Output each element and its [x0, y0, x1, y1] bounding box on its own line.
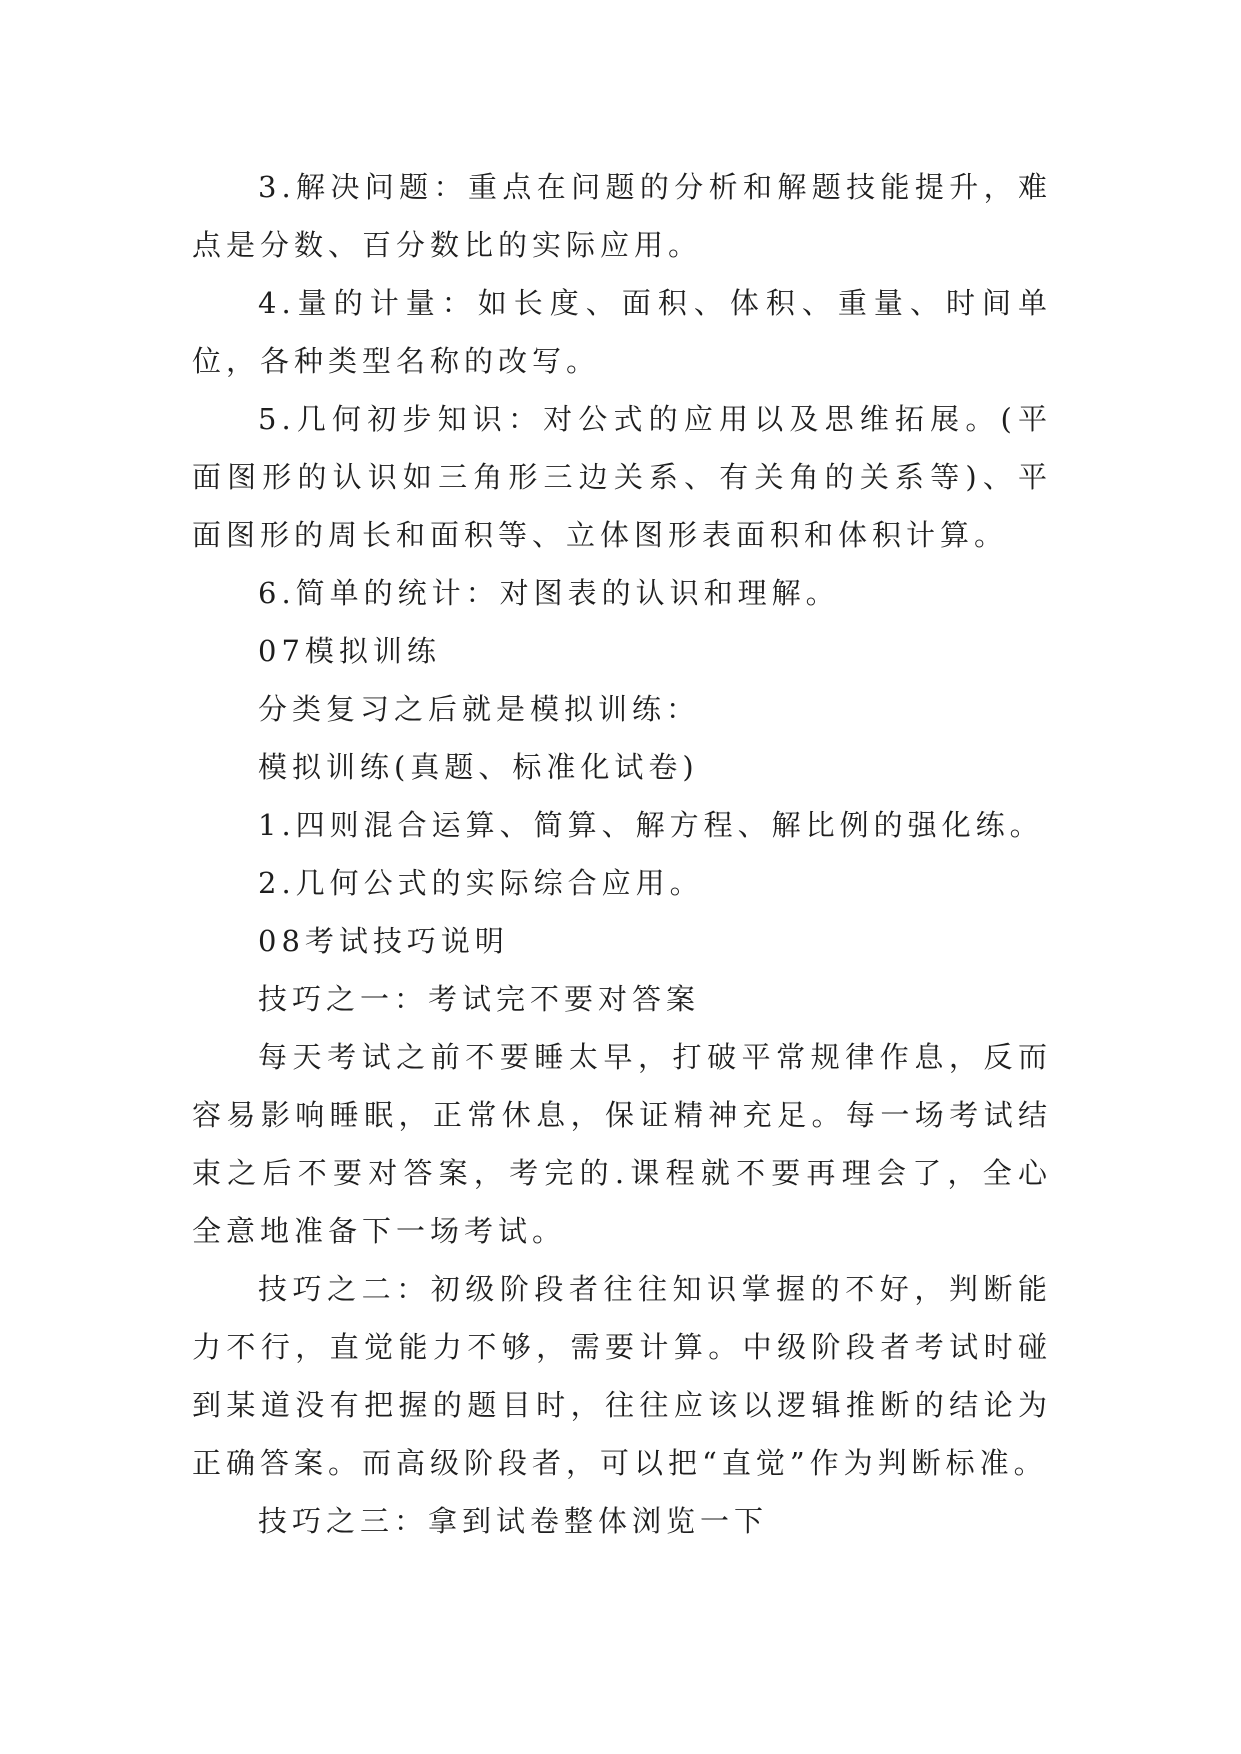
paragraph-after-review: 分类复习之后就是模拟训练： [258, 692, 701, 726]
tip-one-heading: 技巧之一：考试完不要对答案 [258, 982, 701, 1016]
paragraph-measurement: 4.量的计量：如长度、面积、体积、重量、时间单位，各种类型名称的改写。 [192, 286, 1052, 378]
list-item-geometry-formulas: 2.几何公式的实际综合应用。 [258, 866, 704, 900]
document-body [192, 158, 1052, 1550]
section-heading-mock-training: 07模拟训练 [258, 634, 441, 668]
paragraph-mock-training-types: 模拟训练(真题、标准化试卷) [258, 750, 699, 784]
list-item-arithmetic: 1.四则混合运算、简算、解方程、解比例的强化练。 [258, 808, 1044, 842]
paragraph-tip-one: 每天考试之前不要睡太早，打破平常规律作息，反而容易影响睡眠，正常休息，保证精神充足。每一场考试结束之后不要对答案，考完的.课程就不要再理会了，全心全意地准备下一场考试。 [192, 1040, 1052, 1248]
paragraph-geometry: 5.几何初步知识：对公式的应用以及思维拓展。(平面图形的认识如三角形三边关系、有关角的关系等)、平面图形的周长和面积等、立体图形表面积和体积计算。 [192, 402, 1052, 552]
paragraph-problem-solving: 3.解决问题：重点在问题的分析和解题技能提升，难点是分数、百分数比的实际应用。 [192, 170, 1052, 262]
paragraph-statistics: 6.简单的统计：对图表的认识和理解。 [258, 576, 840, 610]
tip-three-heading: 技巧之三：拿到试卷整体浏览一下 [258, 1504, 769, 1538]
section-heading-exam-tips: 08考试技巧说明 [258, 924, 509, 958]
paragraph-tip-two: 技巧之二：初级阶段者往往知识掌握的不好，判断能力不行，直觉能力不够，需要计算。中级阶段者考试时碰到某道没有把握的题目时，往往应该以逻辑推断的结论为正确答案。而高级阶段者，可以把“直觉”作为判断标准。 [192, 1272, 1052, 1480]
